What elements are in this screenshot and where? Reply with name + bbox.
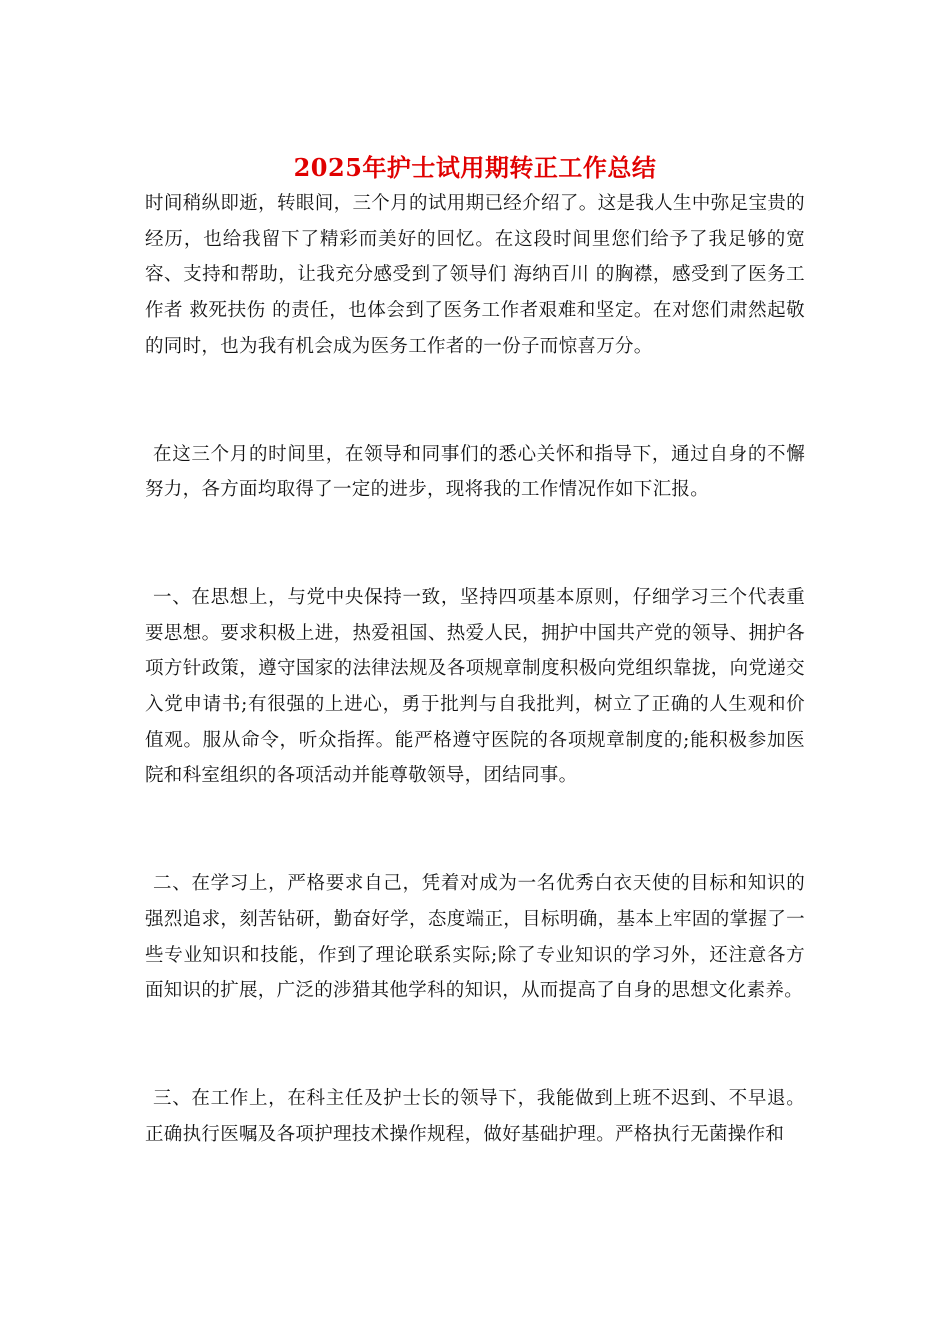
paragraph-gap (145, 794, 805, 866)
paragraph-gap (145, 365, 805, 437)
document-title: 2025年护士试用期转正工作总结 (293, 153, 657, 182)
document-page (145, 150, 805, 1152)
paragraph-overview: 在这三个月的时间里，在领导和同事们的悉心关怀和指导下，通过自身的不懈努力，各方面均取得了一定的进步，现将我的工作情况作如下汇报。 (145, 443, 805, 501)
paragraph-study: 二、在学习上，严格要求自己，凭着对成为一名优秀白衣天使的目标和知识的强烈追求，刻苦钻研，勤奋好学，态度端正，目标明确，基本上牢固的掌握了一些专业知识和技能，作到了理论联系实际;除了专业知识的学习外，还注意各方面知识的扩展，广泛的涉猎其他学科的知识，从而提高了自身的思想文化素养。 (145, 873, 805, 1002)
paragraph-intro: 时间稍纵即逝，转眼间，三个月的试用期已经介绍了。这是我人生中弥足宝贵的经历，也给我留下了精彩而美好的回忆。在这段时间里您们给予了我足够的宽容、支持和帮助，让我充分感受到了领导们 海纳百川 的胸襟，感受到了医务工作者 救死扶伤 的责任，也体会到了医务工作者艰难和坚定。在对您们肃然起敬的同时，也为我有机会成为医务工作者的一份子而惊喜万分。 (145, 193, 805, 357)
paragraph-ideology: 一、在思想上，与党中央保持一致，坚持四项基本原则，仔细学习三个代表重要思想。要求积极上进，热爱祖国、热爱人民，拥护中国共产党的领导、拥护各项方针政策，遵守国家的法律法规及各项规章制度积极向党组织靠拢，向党递交入党申请书;有很强的上进心，勇于批判与自我批判，树立了正确的人生观和价值观。服从命令，听众指挥。能严格遵守医院的各项规章制度的;能积极参加医院和科室组织的各项活动并能尊敬领导，团结同事。 (145, 586, 805, 787)
paragraph-work: 三、在工作上，在科主任及护士长的领导下，我能做到上班不迟到、不早退。正确执行医嘱及各项护理技术操作规程，做好基础护理。严格执行无菌操作和 (145, 1087, 805, 1145)
paragraph-gap (145, 1009, 805, 1081)
paragraph-gap (145, 508, 805, 580)
